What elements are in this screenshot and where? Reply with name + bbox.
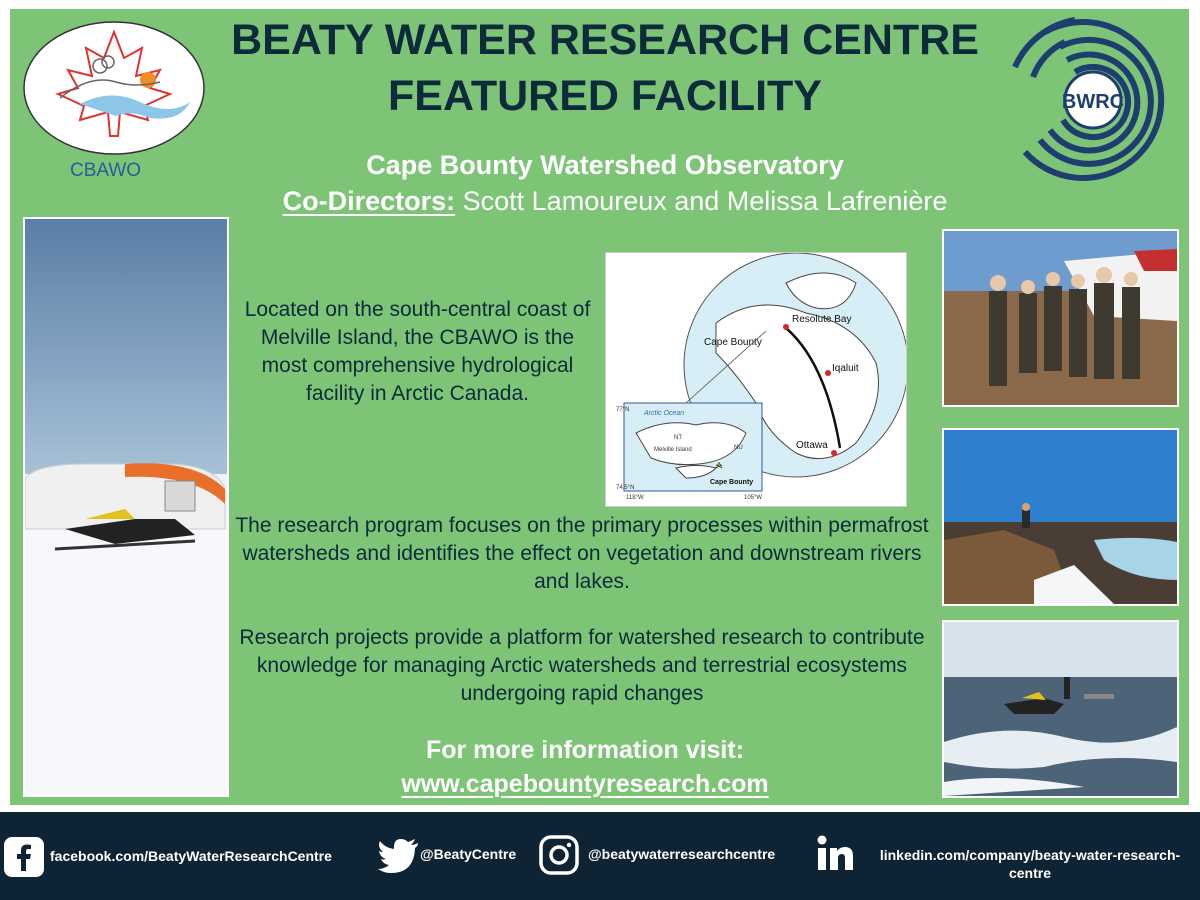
- location-paragraph: Located on the south-central coast of Melville Island, the CBAWO is the most comprehensive hydrological facility in Arctic Canada.: [244, 298, 591, 405]
- instagram-link[interactable]: @beatywaterresearchcentre: [588, 846, 776, 862]
- map-label-ottawa: Ottawa: [796, 440, 828, 451]
- team-plane-photo: [942, 229, 1179, 407]
- map-label-cape: Cape Bounty: [704, 337, 762, 348]
- cbawo-logo: [20, 18, 208, 158]
- cbawo-label: CBAWO: [70, 160, 142, 181]
- twitter-link[interactable]: @BeatyCentre: [420, 846, 517, 862]
- cliff-coast-photo: [942, 428, 1179, 606]
- facebook-icon[interactable]: [4, 837, 44, 877]
- map-label-inset-cape: Cape Bounty: [710, 479, 754, 486]
- map-label-lat-top: 77°N: [616, 407, 630, 413]
- map-label-lon-right: 105°W: [744, 495, 763, 501]
- map-label-nt: NT: [674, 435, 682, 441]
- more-info: [300, 733, 870, 801]
- bwrc-logo: [1005, 12, 1180, 187]
- social-footer: [0, 812, 1200, 900]
- map-label-lon-left: 118°W: [626, 495, 644, 501]
- linkedin-line1[interactable]: linkedin.com/company/beaty-water-research-: [879, 847, 1181, 863]
- title-line2: FEATURED FACILITY: [388, 72, 822, 120]
- website-link[interactable]: www.capebountyresearch.com: [401, 770, 769, 798]
- frozen-lake-photo: [942, 620, 1179, 798]
- map-label-melville: Melville Island: [654, 447, 692, 453]
- codirectors-names: Scott Lamoureux and Melissa Lafrenière: [462, 186, 948, 216]
- map-label-lat-bottom: 74.5°N: [616, 485, 635, 491]
- linkedin-line2[interactable]: centre: [1008, 865, 1052, 881]
- map-label-nu: NU: [734, 445, 743, 451]
- map-label-arctic-ocean: Arctic Ocean: [644, 410, 685, 417]
- twitter-icon[interactable]: [378, 838, 420, 874]
- more-info-label: For more information visit:: [425, 736, 745, 764]
- cape-bounty-map: [605, 252, 907, 507]
- instagram-icon[interactable]: [538, 834, 580, 876]
- facility-name: Cape Bounty Watershed Observatory: [366, 150, 844, 180]
- bwrc-label: BWRC: [1061, 91, 1125, 113]
- facebook-link[interactable]: facebook.com/BeatyWaterResearchCentre: [50, 848, 332, 864]
- map-label-iqaluit: Iqaluit: [832, 363, 859, 374]
- codirectors-label: Co-Directors:: [282, 186, 456, 216]
- projects-paragraph: Research projects provide a platform for watershed research to contribute knowledge for managing Arctic watersheds and terrestrial ecosystems undergoing rapid changes: [239, 626, 925, 705]
- snowmobile-camp-photo: [23, 217, 229, 797]
- codirectors: [220, 186, 1010, 217]
- title-line1: BEATY WATER RESEARCH CENTRE: [231, 16, 979, 64]
- map-label-resolute: Resolute Bay: [792, 314, 852, 325]
- linkedin-icon[interactable]: [815, 834, 855, 874]
- linkedin-link[interactable]: [860, 846, 1200, 882]
- program-paragraph: The research program focuses on the primary processes within permafrost watersheds and identifies the effect on vegetation and downstream rivers and lakes.: [235, 514, 929, 593]
